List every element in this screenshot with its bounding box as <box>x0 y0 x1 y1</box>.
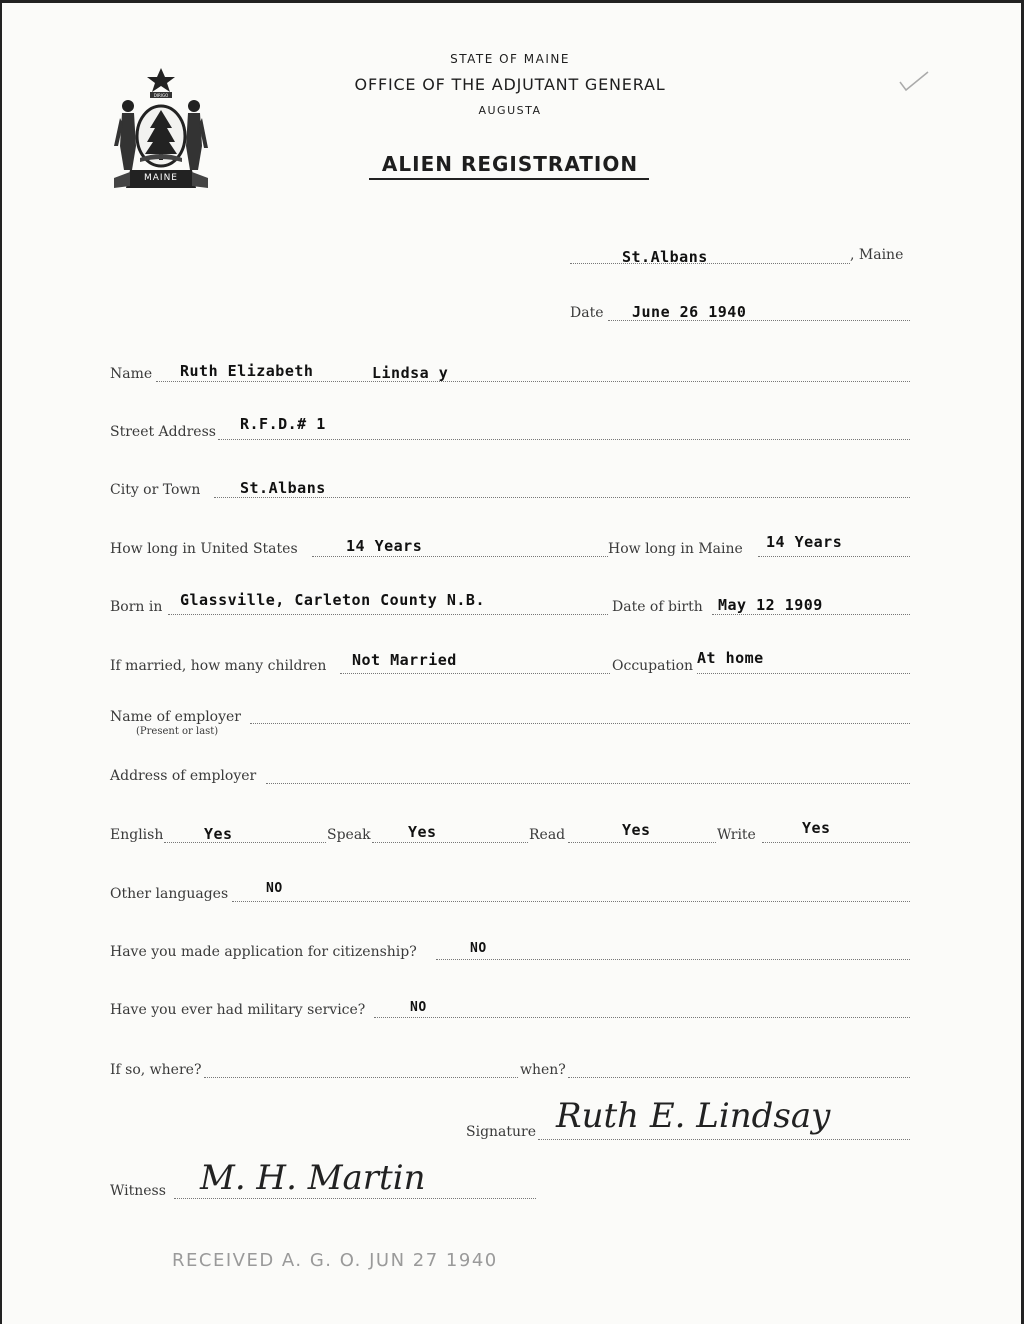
children-label: If married, how many children <box>110 658 327 674</box>
signature-line <box>538 1139 910 1140</box>
received-stamp: RECEIVED A. G. O. JUN 27 1940 <box>172 1250 498 1271</box>
name-value-first: Ruth Elizabeth <box>180 362 314 380</box>
years-maine-label: How long in Maine <box>608 541 743 557</box>
dob-value: May 12 1909 <box>718 596 823 614</box>
other-languages-label: Other languages <box>110 886 229 902</box>
years-us-line <box>312 556 608 557</box>
seal-banner-text: MAINE <box>144 173 178 183</box>
header-state: STATE OF MAINE <box>450 52 570 66</box>
military-line <box>374 1017 910 1018</box>
scan-border-left <box>0 0 2 1324</box>
employer-address-line <box>266 783 910 784</box>
city-value: St.Albans <box>240 479 326 497</box>
header-office: OFFICE OF THE ADJUTANT GENERAL <box>354 75 666 94</box>
city-line <box>214 497 910 498</box>
read-label: Read <box>529 827 566 843</box>
witness-handwriting: M. H. Martin <box>200 1158 426 1198</box>
scan-border-top <box>0 0 1024 3</box>
write-label: Write <box>717 827 756 843</box>
title-underline <box>369 178 649 180</box>
years-maine-line <box>758 556 910 557</box>
citizenship-label: Have you made application for citizenship? <box>110 944 417 960</box>
occupation-value: At home <box>697 649 764 667</box>
place-line <box>570 263 850 264</box>
place-label: , Maine <box>850 247 904 263</box>
street-value: R.F.D.# 1 <box>240 415 326 433</box>
when-line <box>568 1077 910 1078</box>
military-label: Have you ever had military service? <box>110 1002 366 1018</box>
years-us-label: How long in United States <box>110 541 298 557</box>
signature-handwriting: Ruth E. Lindsay <box>556 1096 831 1136</box>
when-label: when? <box>520 1062 566 1078</box>
citizenship-value: NO <box>470 941 487 956</box>
years-maine-value: 14 Years <box>766 533 843 551</box>
form-title: ALIEN REGISTRATION <box>381 152 639 176</box>
date-value: June 26 1940 <box>632 303 747 321</box>
speak-line <box>372 842 528 843</box>
speak-value: Yes <box>408 823 437 841</box>
years-us-value: 14 Years <box>346 537 423 555</box>
occupation-line <box>697 673 910 674</box>
english-label: English <box>110 827 164 843</box>
occupation-label: Occupation <box>612 658 694 674</box>
english-value: Yes <box>204 825 233 843</box>
read-line <box>568 842 716 843</box>
header-city: AUGUSTA <box>478 104 542 117</box>
where-label: If so, where? <box>110 1062 202 1078</box>
date-label: Date <box>570 305 604 321</box>
check-mark-icon <box>898 70 930 94</box>
employer-address-label: Address of employer <box>110 768 257 784</box>
witness-label: Witness <box>110 1183 166 1199</box>
military-value: NO <box>410 1000 427 1015</box>
write-line <box>762 842 910 843</box>
street-line <box>218 439 910 440</box>
dob-line <box>712 614 910 615</box>
other-languages-line <box>232 901 910 902</box>
english-line <box>164 842 326 843</box>
city-label: City or Town <box>110 482 201 498</box>
name-value-last: Lindsa y <box>372 364 449 382</box>
write-value: Yes <box>802 819 831 837</box>
employer-line <box>250 723 910 724</box>
employer-sublabel: (Present or last) <box>136 726 219 737</box>
street-label: Street Address <box>110 424 216 440</box>
read-value: Yes <box>622 821 651 839</box>
dob-label: Date of birth <box>612 599 703 615</box>
name-label: Name <box>110 366 153 382</box>
born-in-label: Born in <box>110 599 163 615</box>
place-value: St.Albans <box>622 248 708 266</box>
children-value: Not Married <box>352 651 457 669</box>
employer-label: Name of employer <box>110 709 241 725</box>
where-line <box>204 1077 518 1078</box>
citizenship-line <box>436 959 910 960</box>
name-line <box>156 381 910 382</box>
witness-line <box>174 1198 536 1199</box>
born-in-line <box>168 614 608 615</box>
speak-label: Speak <box>327 827 371 843</box>
children-line <box>340 673 610 674</box>
born-in-value: Glassville, Carleton County N.B. <box>180 591 485 609</box>
signature-label: Signature <box>466 1124 537 1140</box>
svg-text:DIRIGO: DIRIGO <box>153 93 169 98</box>
other-languages-value: NO <box>266 881 283 896</box>
